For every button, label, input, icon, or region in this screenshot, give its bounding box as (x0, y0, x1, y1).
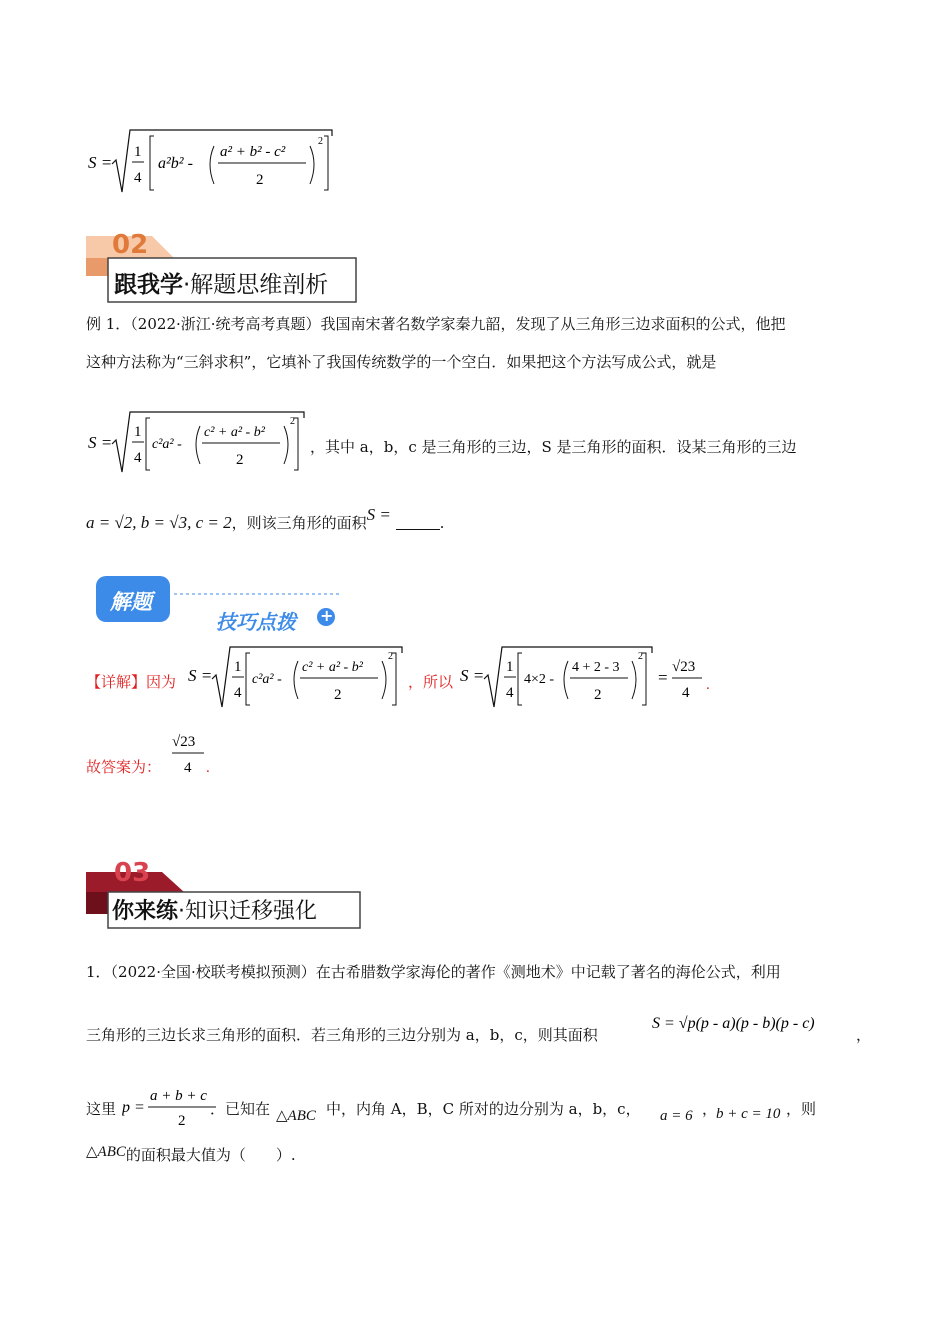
answer-eq: = (658, 668, 668, 687)
example-line-1: 例 1．（2022·浙江·统考高考真题）我国南宋著名数学家秦九韶，发现了从三角形三边求面积的公式，他把 (86, 315, 786, 333)
example-formula-term: c²a² - (152, 437, 182, 452)
top-formula (86, 126, 346, 198)
answer-term: c²a² - (252, 672, 282, 687)
problem-line-2-end: ， (856, 1026, 872, 1044)
section-03-number: 03 (114, 858, 151, 888)
example-formula-S: S = (88, 433, 113, 452)
answer-formula-2 (458, 645, 658, 715)
answer-period: . (706, 677, 710, 693)
final-answer-frac (170, 728, 230, 778)
answer-result (656, 645, 722, 715)
example-inner-den: 2 (236, 452, 244, 468)
formula-S: S = (88, 153, 113, 172)
example-line-4-end: . (439, 514, 445, 532)
final-answer-label: 故答案为： (86, 758, 162, 776)
problem-tri: △ABC (276, 1108, 316, 1124)
example-formula (86, 408, 846, 480)
p-den: 2 (178, 1113, 186, 1128)
frac-den: 4 (134, 170, 142, 186)
condition-bc: b + c = 10 (716, 1106, 781, 1122)
example-inner-num: c² + a² - b² (204, 425, 265, 440)
top-formula-svg (86, 126, 346, 198)
section-02-title-bold: 跟我学 (114, 272, 183, 298)
answer-label: 【详解】 (86, 673, 147, 691)
problem-here: 这里 (86, 1100, 117, 1118)
p-num: a + b + c (150, 1088, 207, 1104)
answer2-frac-den: 4 (506, 685, 514, 701)
example-frac-den: 4 (134, 450, 142, 466)
inner-num: a² + b² - c² (220, 144, 286, 160)
problem-line-3-end: ，则 (786, 1100, 817, 1118)
answer-so: ，所以 (408, 673, 454, 691)
example-line-4-text: ，则该三角形的面积 (231, 514, 367, 532)
answer-term2: 4×2 - (524, 672, 555, 687)
plus-icon: + (320, 606, 334, 625)
p-lhs: p = (122, 1099, 145, 1116)
problem-line-2 (86, 1010, 872, 1050)
section-03-title-rest: ·知识迁移强化 (178, 899, 318, 924)
example-formula-svg (86, 408, 316, 480)
answer-inner-den2: 2 (594, 687, 602, 703)
tip-label: 技巧点拨 (216, 610, 296, 634)
formula-term: a²b² - (158, 155, 193, 172)
answer-inner-num: c² + a² - b² (302, 660, 363, 675)
answer2-frac-num: 1 (506, 659, 514, 675)
answer-res-den: 4 (682, 685, 690, 701)
example-line-4 (86, 505, 445, 533)
example-exp: 2 (290, 416, 295, 427)
section-02-banner (86, 232, 366, 304)
problem-line-3-mid: ．已知在 (210, 1100, 271, 1118)
frac-num: 1 (134, 144, 142, 160)
answer-blank[interactable] (396, 515, 440, 530)
p-definition (122, 1082, 222, 1128)
problem-line-4 (86, 1144, 296, 1165)
problem-line-2-text: 三角形的三边长求三角形的面积．若三角形的三边分别为 a，b，c，则其面积 (86, 1026, 598, 1044)
problem-line-3-rest: 中，内角 A，B，C 所对的边分别为 a，b，c， (326, 1100, 641, 1118)
heron-formula (650, 1010, 856, 1044)
section-02-number: 02 (112, 230, 149, 260)
example-line-4-S: S = (366, 505, 391, 524)
final-answer (86, 728, 286, 778)
answer-formula-1 (186, 645, 406, 715)
section-02-title-rest: ·解题思维剖析 (183, 272, 329, 298)
answer-because: 因为 (146, 673, 177, 691)
inner-den: 2 (256, 172, 264, 188)
example-sides: a = √2, b = √3, c = 2 (86, 513, 232, 532)
problem-line-4-text: 的面积最大值为（ ）. (125, 1146, 296, 1164)
final-num: √23 (172, 734, 196, 750)
exp: 2 (318, 136, 323, 147)
answer-frac-num: 1 (234, 659, 242, 675)
answer-inner-num2: 4 + 2 - 3 (572, 660, 620, 675)
answer-label-wrap (86, 671, 176, 692)
final-period: . (206, 760, 210, 776)
answer-block (86, 645, 826, 715)
example-line-3: ，其中 a，b，c 是三角形的三边，S 是三角形的面积．设某三角形的三边 (310, 438, 797, 456)
answer-inner-den: 2 (334, 687, 342, 703)
example-line-2: 这种方法称为“三斜求积”，它填补了我国传统数学的一个空白．如果把这个方法写成公式，就是 (86, 353, 717, 371)
answer2-exp: 2 (638, 651, 643, 662)
section-03-title-bold: 你来练 (112, 899, 179, 924)
section-03-title (112, 894, 317, 925)
tip-banner (96, 576, 346, 634)
answer-res-num: √23 (672, 659, 696, 675)
section-02-title (114, 266, 328, 299)
answer-S2: S = (460, 666, 485, 685)
sqrt-sign (112, 130, 332, 192)
tip-badge: 解题 (110, 590, 152, 614)
problem-line-1: 1．（2022·全国·校联考模拟预测）在古希腊数学家海伦的著作《测地术》中记载了著名的海伦公式，利用 (86, 963, 781, 981)
final-den: 4 (184, 760, 192, 776)
answer-S: S = (188, 666, 213, 685)
example-frac-num: 1 (134, 424, 142, 440)
answer-frac-den: 4 (234, 685, 242, 701)
section-03-banner (86, 858, 366, 930)
answer-exp: 2 (388, 651, 393, 662)
condition-a: a = 6 (660, 1108, 693, 1124)
heron-text: S = √p(p - a)(p - b)(p - c) (652, 1015, 815, 1032)
problem-tri-2: △ABC (86, 1144, 126, 1160)
problem-line-3: 这里 p = a + b + c 2 ．已知在 △ABC 中，内角 A，B，C 所对的边分别为 a，b，c， a = 6 ， b + c = 10 ，则 (86, 1082, 866, 1132)
